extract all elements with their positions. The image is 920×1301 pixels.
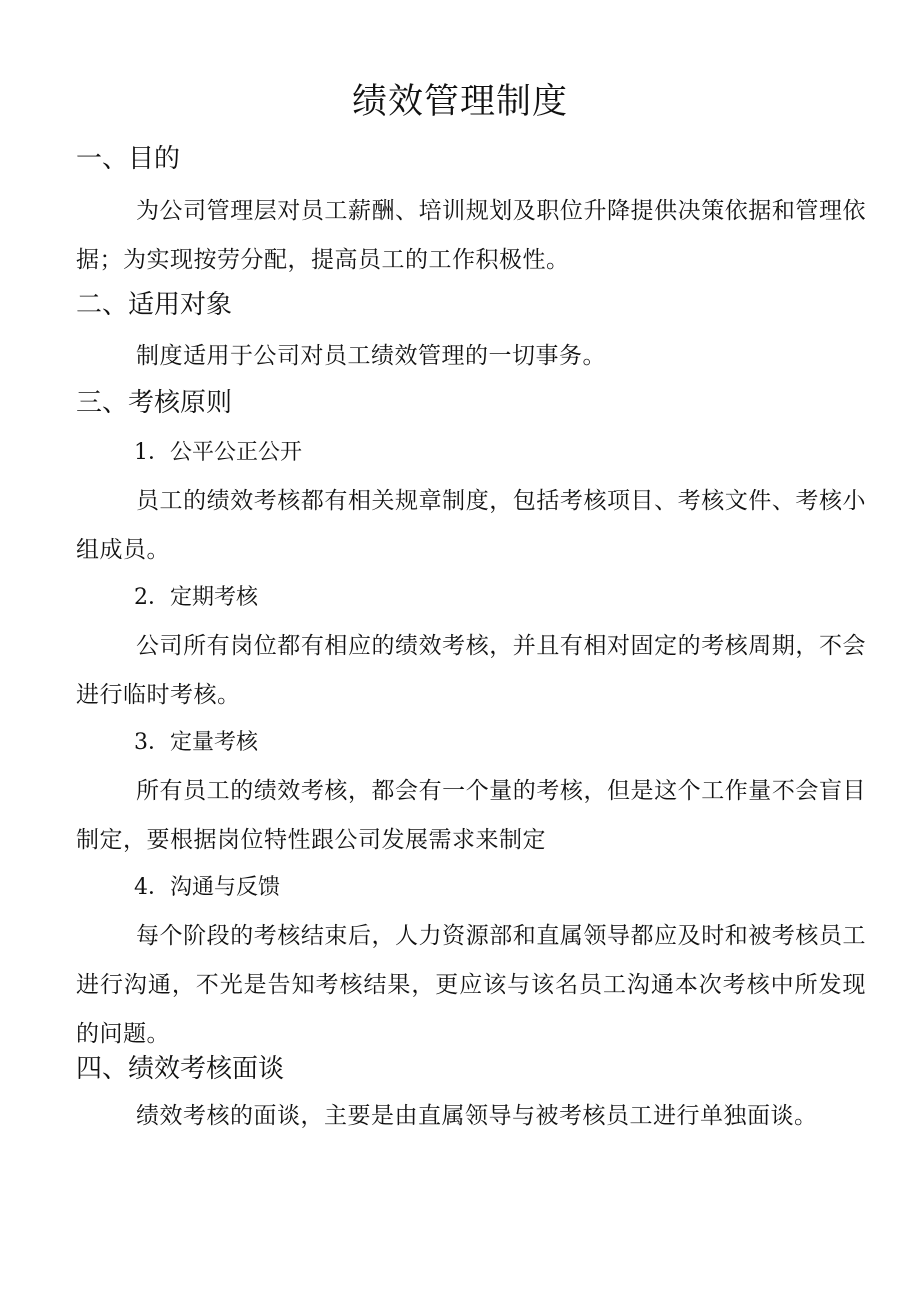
principle-paragraph-fairness: 员工的绩效考核都有相关规章制度，包括考核项目、考核文件、考核小组成员。 — [76, 488, 866, 563]
section-heading-interview: 四、绩效考核面谈 — [76, 1054, 285, 1084]
section-heading-purpose: 一、目的 — [76, 144, 181, 174]
principle-label-periodic: 2．定期考核 — [134, 585, 258, 610]
section-heading-principles: 三、考核原则 — [76, 388, 233, 418]
principle-label-quantitative: 3．定量考核 — [134, 730, 258, 755]
principle-paragraph-feedback: 每个阶段的考核结束后，人力资源部和直属领导都应及时和被考核员工进行沟通，不光是告知考核结果，更应该与该名员工沟通本次考核中所发现的问题。 — [76, 923, 866, 1047]
document-title: 绩效管理制度 — [351, 82, 568, 122]
principle-paragraph-quantitative: 所有员工的绩效考核，都会有一个量的考核，但是这个工作量不会盲目制定，要根据岗位特性跟公司发展需求来制定 — [76, 778, 866, 853]
section-paragraph-purpose: 为公司管理层对员工薪酬、培训规划及职位升降提供决策依据和管理依据；为实现按劳分配，提高员工的工作积极性。 — [76, 198, 866, 273]
section-paragraph-interview: 绩效考核的面谈，主要是由直属领导与被考核员工进行单独面谈。 — [136, 1103, 818, 1129]
principle-label-feedback: 4．沟通与反馈 — [134, 875, 280, 900]
section-paragraph-scope: 制度适用于公司对员工绩效管理的一切事务。 — [136, 343, 606, 369]
principle-paragraph-periodic: 公司所有岗位都有相应的绩效考核，并且有相对固定的考核周期，不会进行临时考核。 — [76, 633, 866, 708]
principle-label-fairness: 1．公平公正公开 — [134, 440, 302, 465]
section-heading-scope: 二、适用对象 — [76, 290, 233, 320]
